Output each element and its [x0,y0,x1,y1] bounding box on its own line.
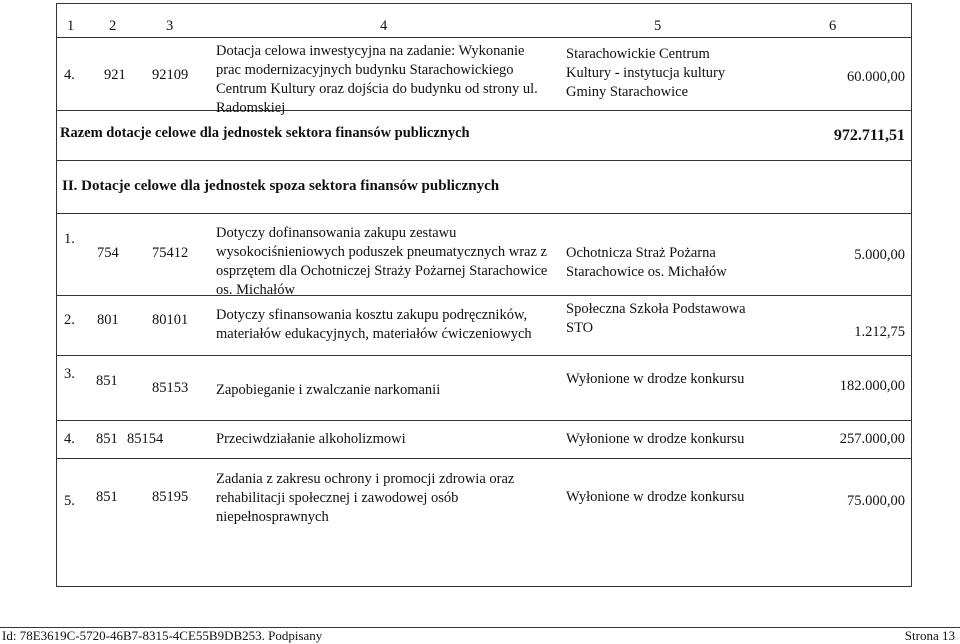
row-section: 754 [97,245,119,261]
row-section: 851 [96,489,118,505]
table-rule [56,458,912,459]
row-recipient: Wyłonione w drodze konkursu [566,489,745,505]
row-section: 921 [104,67,126,83]
row-description: Dotacja celowa inwestycyjna na zadanie: Wykonanie prac modernizacyjnych budynku Starachowickiego Centrum Kultury oraz dojścia do budynku od strony ul. Radomskiej [216,43,538,116]
table-rule [56,355,912,356]
row-section: 851 [96,431,118,447]
row-amount: 60.000,00 [847,69,905,85]
row-section: 851 [96,373,118,389]
row-description: Przeciwdziałanie alkoholizmowi [216,431,406,447]
row-recipient: Starachowickie Centrum Kultury - instytucja kultury Gminy Starachowice [566,46,726,100]
row-description: Zapobieganie i zwalczanie narkomanii [216,382,441,398]
row-chapter: 92109 [152,67,189,83]
row-number: 5. [64,493,75,509]
row-section: 801 [97,312,119,328]
page-number: Strona 13 [904,628,955,643]
table-rule [56,420,912,421]
row-number: 3. [64,366,75,382]
row-description: Dotyczy dofinansowania zakupu zestawu wysokociśnieniowych poduszek pneumatycznych wraz z osprzętem dla Ochotniczej Straży Pożarnej Starachowice os. Michałów [216,225,548,298]
header-cell: 5 [654,18,662,34]
table-rule [56,37,912,38]
row-amount: 182.000,00 [839,378,905,394]
header-cell: 2 [109,18,117,34]
row-amount: 257.000,00 [839,431,905,447]
row-number: 2. [64,312,75,328]
row-recipient: Wyłonione w drodze konkursu [566,371,745,387]
table-rule [56,160,912,161]
row-description: Dotyczy sfinansowania kosztu zakupu podręczników, materiałów edukacyjnych, materiałów ćwiczeniowych [216,307,532,342]
document-id: Id: 78E3619C-5720-46B7-8315-4CE55B9DB253. Podpisany [2,628,323,643]
row-chapter: 75412 [152,245,189,261]
table-rule [56,213,912,214]
row-recipient: Wyłonione w drodze konkursu [566,431,745,447]
header-cell: 4 [380,18,388,34]
section-title: II. Dotacje celowe dla jednostek spoza sektora finansów publicznych [62,178,500,194]
header-cell: 3 [166,18,174,34]
row-number: 1. [64,231,75,247]
row-chapter: 85154 [127,431,164,447]
table-border-top [56,3,912,4]
row-chapter: 85195 [152,489,189,505]
header-cell: 1 [67,18,75,34]
row-number: 4. [64,67,75,83]
row-chapter: 85153 [152,380,189,396]
total-amount: 972.711,51 [833,127,905,144]
row-number: 4. [64,431,75,447]
header-cell: 6 [829,18,837,34]
row-amount: 5.000,00 [854,247,905,263]
row-recipient: Ochotnicza Straż Pożarna Starachowice os. Michałów [566,245,727,280]
row-chapter: 80101 [152,312,189,328]
row-recipient: Społeczna Szkoła Podstawowa STO [566,301,746,336]
row-description: Zadania z zakresu ochrony i promocji zdrowia oraz rehabilitacji społecznej i zawodowej osób niepełnosprawnych [216,471,515,525]
row-amount: 1.212,75 [854,324,905,340]
table-border-bottom [56,586,912,587]
row-amount: 75.000,00 [847,493,905,509]
total-label: Razem dotacje celowe dla jednostek sektora finansów publicznych [60,125,470,141]
